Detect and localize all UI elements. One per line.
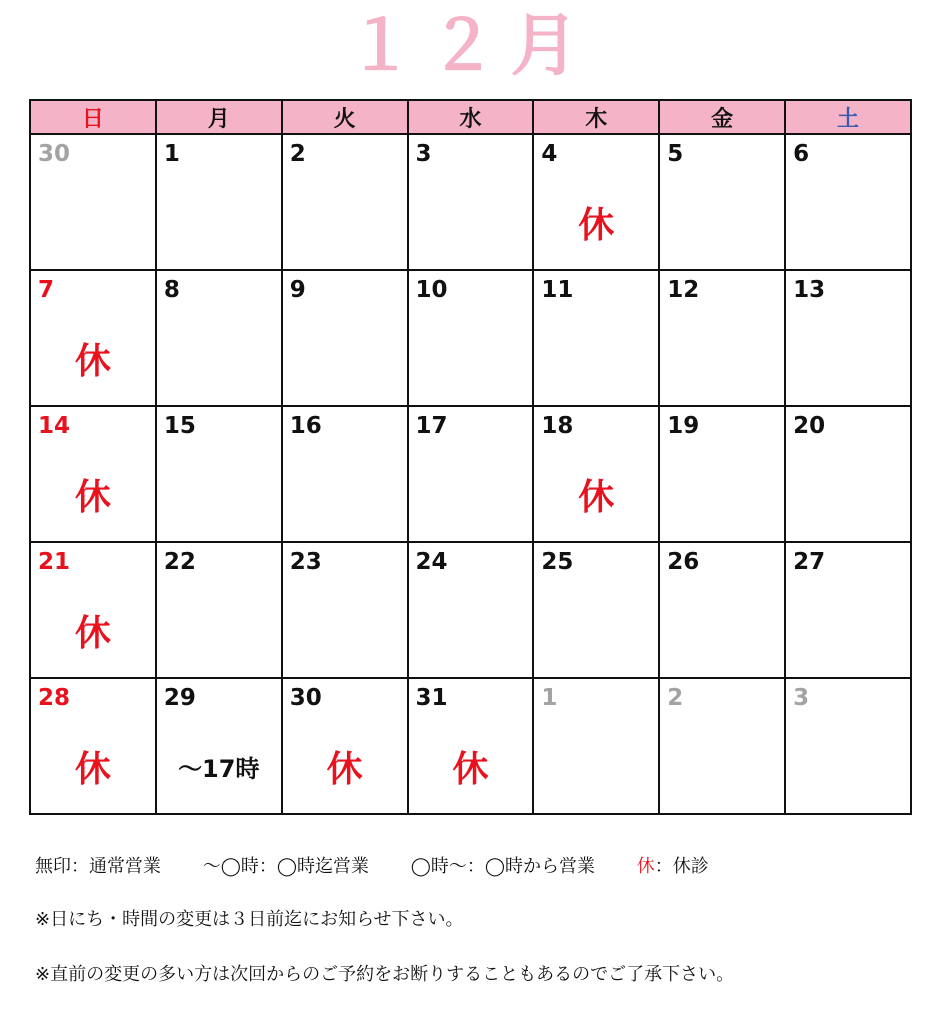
- day-number: 4: [541, 141, 558, 167]
- day-number: 25: [541, 549, 574, 575]
- day-number: 6: [793, 141, 810, 167]
- calendar-day-cell: [30, 406, 156, 542]
- legend-from: ◯時～：◯時から営業: [410, 856, 596, 877]
- calendar-day-cell: [408, 406, 534, 542]
- legend-closed-mark: 休: [636, 856, 655, 877]
- weekday-tue: 火: [282, 100, 408, 134]
- calendar-day-cell: [282, 134, 408, 270]
- calendar-day-cell: [156, 270, 282, 406]
- calendar-week-row: [30, 406, 911, 542]
- calendar-day-cell: [533, 542, 659, 678]
- legend: [35, 852, 709, 878]
- closed-mark: 休: [578, 205, 615, 246]
- calendar-day-cell: [30, 542, 156, 678]
- closed-mark: 休: [74, 613, 111, 654]
- weekday-sat: 土: [785, 100, 911, 134]
- calendar-week-row: [30, 678, 911, 814]
- day-number: 20: [793, 413, 826, 439]
- calendar-week-row: [30, 542, 911, 678]
- closed-mark: 休: [326, 749, 363, 790]
- calendar-day-cell: [785, 270, 911, 406]
- calendar-day-cell: [785, 406, 911, 542]
- day-number: 1: [541, 685, 558, 711]
- day-number: 18: [541, 413, 574, 439]
- day-number: 8: [163, 277, 180, 303]
- closed-mark: 休: [74, 749, 111, 790]
- note-cancellation: ※直前の変更の多い方は次回からのご予約をお断りすることもあるのでご了承下さい。: [35, 964, 735, 985]
- calendar-day-cell: [282, 542, 408, 678]
- day-number: 3: [793, 685, 810, 711]
- legend-normal: 無印：通常営業: [35, 856, 161, 877]
- day-number: 24: [415, 549, 448, 575]
- calendar-day-cell: [533, 270, 659, 406]
- day-number: 2: [289, 141, 306, 167]
- day-number: 15: [163, 413, 196, 439]
- day-number: 29: [163, 685, 196, 711]
- day-number: 3: [415, 141, 432, 167]
- day-number: 9: [289, 277, 306, 303]
- day-number: 22: [163, 549, 196, 575]
- calendar-day-cell: [785, 678, 911, 814]
- day-number: 30: [289, 685, 322, 711]
- calendar-day-cell: [659, 270, 785, 406]
- day-number: 21: [38, 549, 71, 575]
- weekday-sun: 日: [30, 100, 156, 134]
- calendar-day-cell: [282, 270, 408, 406]
- day-number: 31: [415, 685, 448, 711]
- calendar-day-cell: [408, 270, 534, 406]
- day-number: 23: [289, 549, 322, 575]
- hours-note: ～17時: [178, 755, 260, 783]
- closed-mark: 休: [74, 341, 111, 382]
- day-number: 10: [415, 277, 448, 303]
- calendar-day-cell: [30, 270, 156, 406]
- calendar-week-row: [30, 270, 911, 406]
- calendar-day-cell: [30, 134, 156, 270]
- day-number: 17: [415, 413, 448, 439]
- legend-closed-text: ：休診: [654, 856, 709, 877]
- note-change-notice: ※日にち・時間の変更は３日前迄にお知らせ下さい。: [35, 909, 464, 930]
- day-number: 1: [163, 141, 180, 167]
- calendar-day-cell: [533, 134, 659, 270]
- calendar-day-cell: [156, 134, 282, 270]
- day-number: 11: [541, 277, 574, 303]
- calendar-week-row: [30, 134, 911, 270]
- calendar-day-cell: [156, 406, 282, 542]
- weekday-header-row: [30, 100, 911, 134]
- closed-mark: 休: [578, 477, 615, 518]
- weekday-mon: 月: [156, 100, 282, 134]
- day-number: 27: [793, 549, 826, 575]
- month-title: １２月: [346, 7, 593, 86]
- calendar-day-cell: [282, 406, 408, 542]
- calendar-day-cell: [282, 678, 408, 814]
- calendar-day-cell: [533, 406, 659, 542]
- calendar-grid: [29, 99, 912, 815]
- day-number: 19: [667, 413, 700, 439]
- legend-until: ～◯時：◯時迄営業: [202, 856, 370, 877]
- day-number: 30: [38, 141, 71, 167]
- calendar-day-cell: [408, 134, 534, 270]
- day-number: 12: [667, 277, 700, 303]
- calendar-day-cell: [659, 406, 785, 542]
- calendar-day-cell: [785, 542, 911, 678]
- weekday-fri: 金: [659, 100, 785, 134]
- calendar-day-cell: [659, 542, 785, 678]
- calendar-day-cell: [156, 542, 282, 678]
- calendar-day-cell: [408, 678, 534, 814]
- calendar-day-cell: [659, 678, 785, 814]
- day-number: 2: [667, 685, 684, 711]
- weekday-wed: 水: [408, 100, 534, 134]
- closed-mark: 休: [452, 749, 489, 790]
- day-number: 26: [667, 549, 700, 575]
- calendar-day-cell: [30, 678, 156, 814]
- calendar-day-cell: [785, 134, 911, 270]
- day-number: 28: [38, 685, 71, 711]
- calendar-day-cell: [659, 134, 785, 270]
- day-number: 16: [289, 413, 322, 439]
- calendar-day-cell: [533, 678, 659, 814]
- closed-mark: 休: [74, 477, 111, 518]
- day-number: 5: [667, 141, 684, 167]
- calendar-day-cell: [408, 542, 534, 678]
- day-number: 13: [793, 277, 826, 303]
- weekday-thu: 木: [533, 100, 659, 134]
- day-number: 14: [38, 413, 71, 439]
- calendar-day-cell: [156, 678, 282, 814]
- day-number: 7: [38, 277, 55, 303]
